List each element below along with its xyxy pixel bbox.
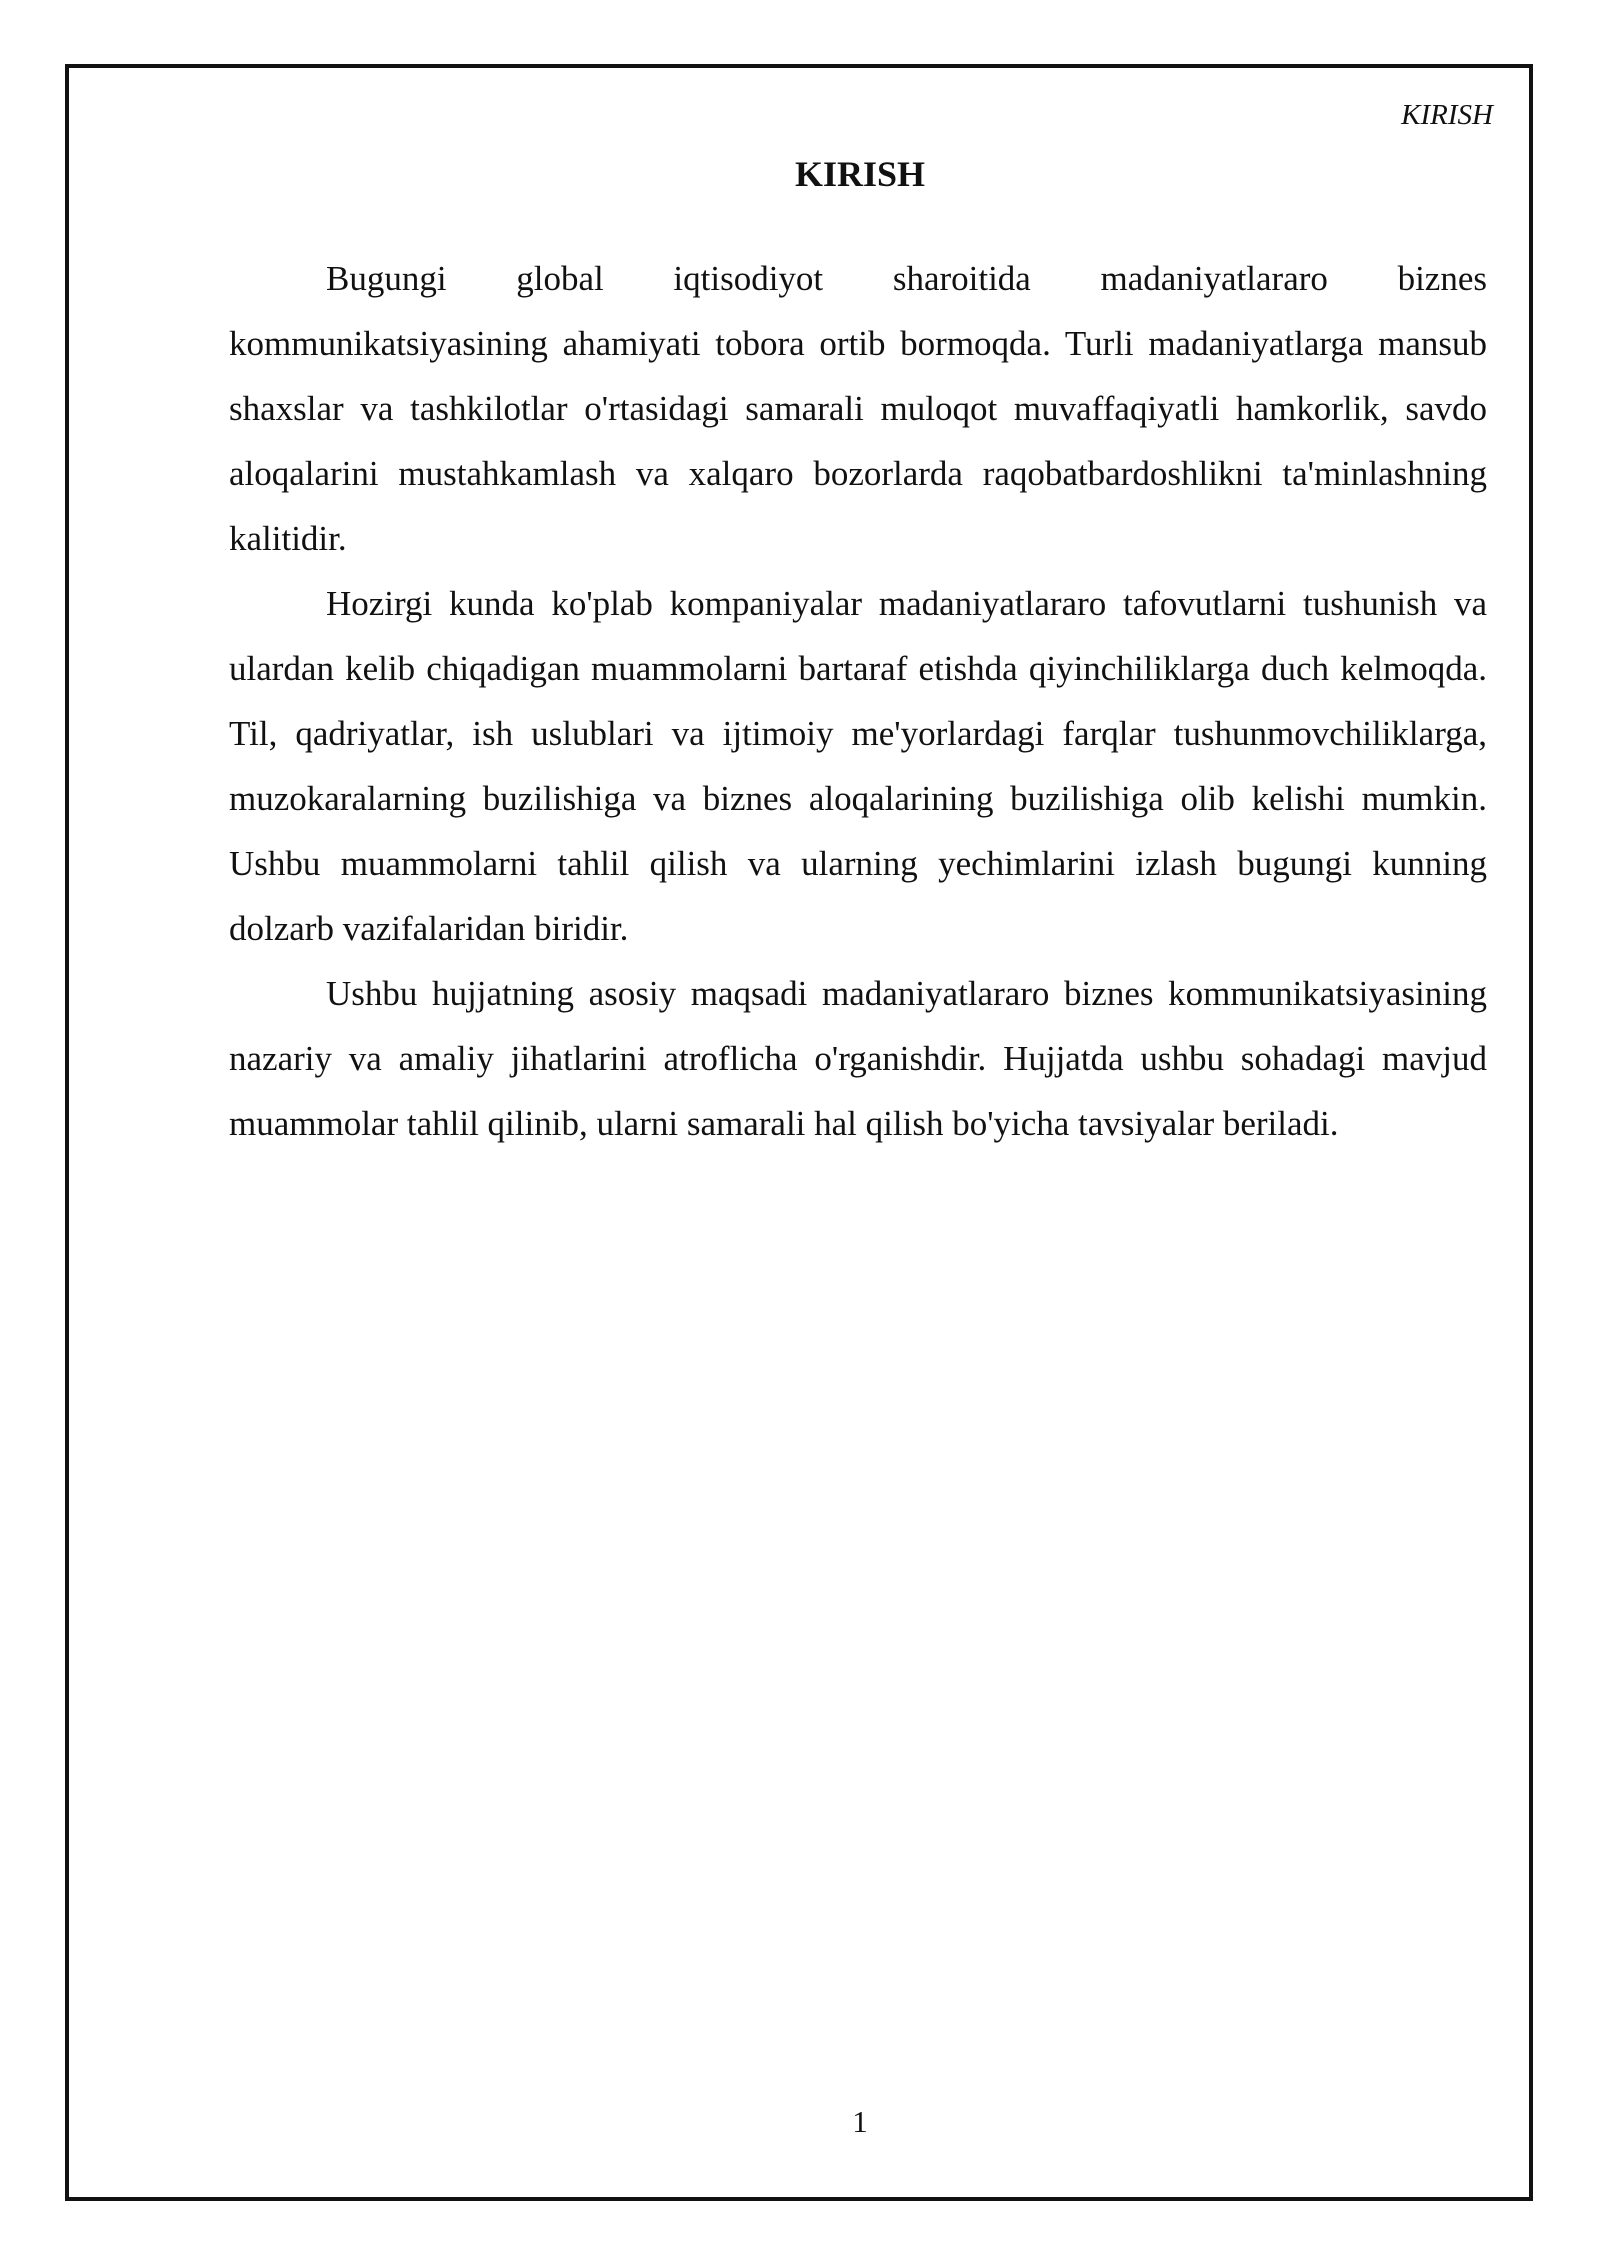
paragraph-1: Bugungi global iqtisodiyot sharoitida madaniyatlararo biznes kommunikatsiyasining ahamiyati tobora ortib bormoqda. Turli madaniyatlarga mansub shaxslar va tashkilotlar o'rtasidagi samarali muloqot muvaffaqiyatli hamkorlik, savdo aloqalarini mustahkamlash va xalqaro bozorlarda raqobatbardoshlikni ta'minlashning kalitidir. [229, 259, 1487, 558]
paragraph-3: Ushbu hujjatning asosiy maqsadi madaniyatlararo biznes kommunikatsiyasining nazariy va amaliy jihatlarini atroflicha o'rganishdir. Hujjatda ushbu sohadagi mavjud muammolar tahlil qilinib, ularni samarali hal qilish bo'yicha tavsiyalar beriladi. [229, 974, 1487, 1143]
page-title: KIRISH [794, 154, 926, 194]
page-number: 1 [852, 2104, 868, 2139]
document-body [229, 246, 1487, 1156]
running-header: KIRISH [1401, 99, 1493, 131]
paragraph-2: Hozirgi kunda ko'plab kompaniyalar madaniyatlararo tafovutlarni tushunish va ulardan kelib chiqadigan muammolarni bartaraf etishda qiyinchiliklarga duch kelmoqda. Til, qadriyatlar, ish uslublari va ijtimoiy me'yorlardagi farqlar tushunmovchiliklarga, muzokaralarning buzilishiga va biznes aloqalarining buzilishiga olib kelishi mumkin. Ushbu muammolarni tahlil qilish va ularning yechimlarini izlash bugungi kunning dolzarb vazifalaridan biridir. [229, 584, 1487, 948]
